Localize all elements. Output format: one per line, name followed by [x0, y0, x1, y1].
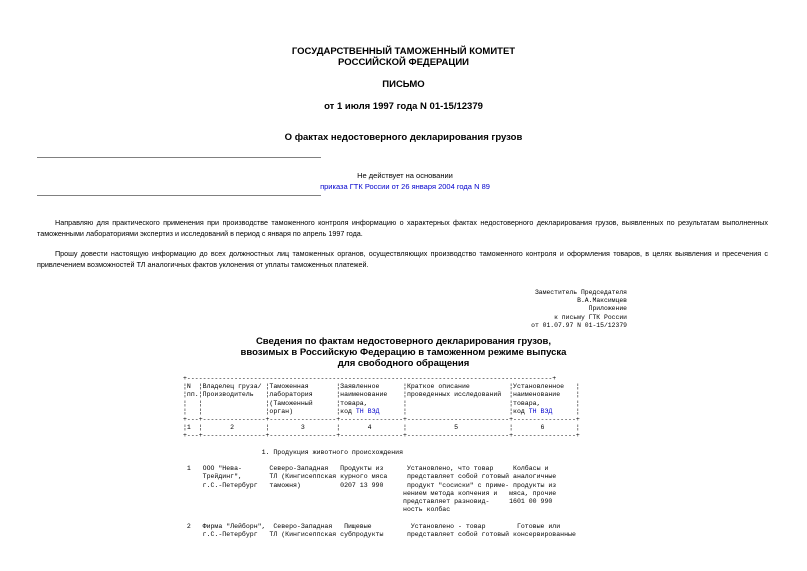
table-row: г.С.-Петербург таможня) 0207 13 990 продукт "сосиски" с приме- продукты из — [183, 481, 557, 489]
table-section-heading: 1. Продукция животного происхождения — [183, 448, 404, 456]
table-header-row: ¦ ¦ ¦орган) ¦код — [183, 407, 356, 415]
divider-bottom — [37, 195, 321, 196]
document-date: от 1 июля 1997 года N 01-15/12379 — [324, 101, 483, 112]
pseudo-graphic-table — [183, 375, 580, 539]
attachment-ref: к письму ГТК России — [554, 313, 627, 321]
table-row: ность колбас — [183, 506, 451, 514]
org-name-line2: РОССИЙСКОЙ ФЕДЕРАЦИИ — [337, 57, 469, 68]
table-header-row: ¦N ¦Владелец груза/ ¦Таможенная ¦Заявленное ¦Краткое описание ¦Установленное — [183, 383, 576, 391]
table-header-edge: ¦ — [575, 399, 580, 407]
org-name-line1: ГОСУДАРСТВЕННЫЙ ТАМОЖЕННЫЙ КОМИТЕТ — [291, 46, 516, 57]
document-subject: О фактах недостоверного декларирования грузов — [284, 132, 523, 143]
table-row: нением метода копчения и мяса, прочие — [183, 489, 557, 497]
table-border-top: +---------------------------------------------------------------------------------------------+ — [183, 375, 557, 382]
table-header-edge: ¦ — [575, 391, 580, 399]
table-header-edge: ¦ — [552, 407, 580, 415]
attachment-label: Приложение — [588, 305, 627, 313]
table-header-row: ¦пп.¦Производитель ¦лаборатория ¦наименование ¦проведенных исследований ¦наименование — [183, 391, 576, 399]
table-header-row: ¦ ¦код — [379, 407, 529, 415]
table-border-bottom: +---+----------------+-----------------+----------------+--------------------------+----------------+ — [183, 432, 580, 440]
table-row: Трейдинг", ТЛ (Кингисеппская курного мяса представляет собой готовый аналогичные — [183, 473, 557, 481]
tn-ved-link[interactable]: ТН ВЭД — [528, 407, 553, 415]
table-row: представляет разновид- 1601 00 990 — [183, 498, 553, 506]
paragraph-2: Прошу довести настоящую информацию до всех должностных лиц таможенных органов, осуществляющих производство таможенного контроля и оформления товаров, в целях выявления и пресечения с привлечением возможностей ТЛ аналогичных фактов уклонения от уплаты таможенных платежей. — [37, 249, 768, 269]
tn-ved-link[interactable]: ТН ВЭД — [355, 407, 380, 415]
table-number-row: ¦1 ¦ 2 ¦ 3 ¦ 4 ¦ 5 ¦ 6 ¦ — [183, 424, 580, 432]
signature-block — [470, 289, 627, 330]
table-row: г.С.-Петербург ТЛ (Кингисеппская субпродукты представляет собой готовый консервированные — [183, 530, 576, 538]
table-border-mid: +---+----------------+-----------------+----------------+--------------------------+----------------+ — [183, 416, 580, 424]
attachment-date: от 01.07.97 N 01-15/12379 — [531, 321, 627, 329]
table-row: 2 Фирма "Лейборн", Северо-Западная Пищевые Установлено - товар Готовые или — [183, 522, 561, 530]
status-line: Не действует на основании — [357, 171, 453, 180]
table-title-line2: ввозимых в Российскую Федерацию в таможенном режиме выпуска — [240, 347, 567, 358]
divider-top — [37, 157, 321, 158]
signature-title: Заместитель Председателя — [534, 289, 627, 296]
table-header-edge: ¦ — [575, 383, 580, 391]
repeal-order-link[interactable]: приказа ГТК России от 26 января 2004 года N 89 — [320, 182, 490, 191]
paragraph-1: Направляю для практического применения при производстве таможенного контроля информацию о характерных фактах недостоверного декларирования грузов, выявленных по результатам выполненных таможенными лабораториями экспертиз и исследований в период с января по апрель 1997 года. — [37, 218, 768, 238]
table-header-row: ¦ ¦ ¦(Таможенный ¦товара, ¦ ¦товара, — [183, 399, 576, 407]
table-title-line1: Сведения по фактам недостоверного декларирования грузов, — [255, 336, 552, 347]
table-title-line3: для свободного обращения — [337, 358, 470, 369]
status-note — [300, 170, 510, 192]
table-row: 1 ООО "Нева- Северо-Западная Продукты из Установлено, что товар Колбасы и — [183, 465, 549, 473]
signature-name: В.А.Максимцев — [577, 297, 627, 305]
document-type: ПИСЬМО — [382, 79, 425, 90]
